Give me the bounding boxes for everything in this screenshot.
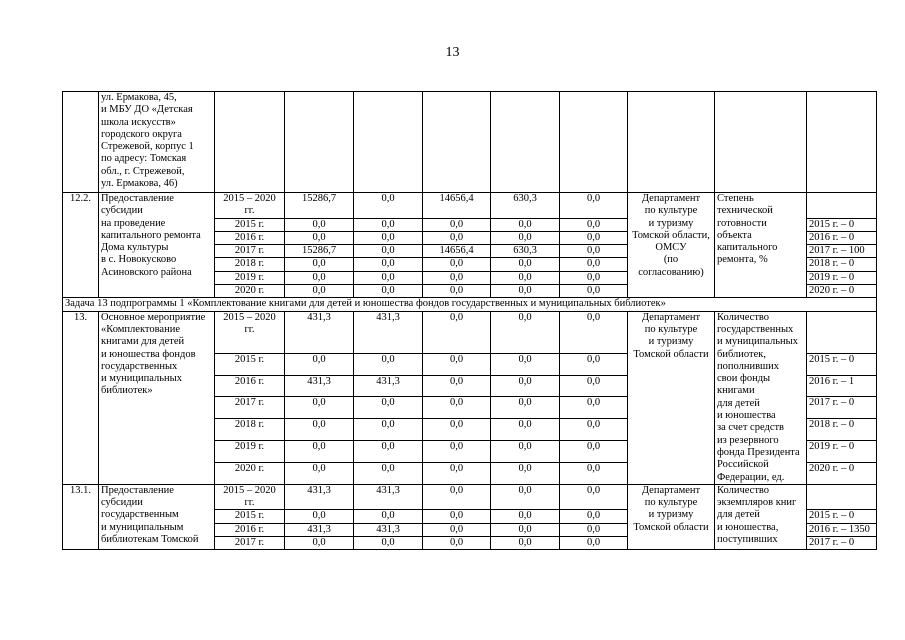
other-cell: 0,0 xyxy=(560,397,628,419)
federal-cell: 0,0 xyxy=(354,245,423,258)
row-number-cell: 13.1. xyxy=(63,484,99,549)
cell-line: капитального ремонта xyxy=(101,229,201,241)
indicator-cell xyxy=(715,193,807,298)
total-cell: 0,0 xyxy=(285,353,354,375)
cell-line: и МБУ ДО «Детская xyxy=(101,104,193,116)
local-cell: 0,0 xyxy=(491,419,560,441)
local-cell: 0,0 xyxy=(491,271,560,284)
period-cell: 2016 г. xyxy=(215,231,285,244)
period-cell: 2017 г. xyxy=(215,245,285,258)
other-cell: 0,0 xyxy=(560,271,628,284)
federal-cell: 0,0 xyxy=(354,258,423,271)
cell-line: из резервного xyxy=(717,434,779,446)
cell-line: государственных xyxy=(717,323,794,335)
description-cell xyxy=(99,92,215,193)
federal-cell: 0,0 xyxy=(354,353,423,375)
local-cell: 0,0 xyxy=(491,523,560,536)
total-cell: 431,3 xyxy=(285,375,354,397)
target-value-cell: 2020 г. – 0 xyxy=(807,285,877,298)
local-cell: 0,0 xyxy=(491,218,560,231)
target-value-cell: 2017 г. – 100 xyxy=(807,245,877,258)
total-cell: 0,0 xyxy=(285,441,354,463)
empty-cell xyxy=(354,92,423,193)
period-cell: 2019 г. xyxy=(215,271,285,284)
row-number-cell xyxy=(63,92,99,193)
total-cell: 0,0 xyxy=(285,419,354,441)
regional-cell: 0,0 xyxy=(423,462,491,484)
cell-line: по культуре xyxy=(644,497,698,509)
target-value-cell: 2018 г. – 0 xyxy=(807,258,877,271)
target-value-cell: 2016 г. – 0 xyxy=(807,231,877,244)
cell-line: и туризму xyxy=(648,217,694,229)
other-cell: 0,0 xyxy=(560,285,628,298)
period-cell: 2017 г. xyxy=(215,537,285,550)
regional-cell: 0,0 xyxy=(423,218,491,231)
federal-cell: 0,0 xyxy=(354,510,423,523)
target-value-cell xyxy=(807,193,877,219)
target-value-cell: 2018 г. – 0 xyxy=(807,419,877,441)
cell-line: Предоставление xyxy=(101,193,174,204)
cell-line: Российской xyxy=(717,459,769,471)
period-cell: 2020 г. xyxy=(215,462,285,484)
regional-cell: 0,0 xyxy=(423,523,491,536)
empty-cell xyxy=(628,92,715,193)
federal-cell: 431,3 xyxy=(354,311,423,353)
indicator-cell xyxy=(715,484,807,549)
regional-cell: 0,0 xyxy=(423,375,491,397)
cell-line: Департамент xyxy=(641,311,701,323)
other-cell: 0,0 xyxy=(560,462,628,484)
cell-line: свои фонды xyxy=(717,373,771,385)
regional-cell: 0,0 xyxy=(423,311,491,353)
regional-cell: 0,0 xyxy=(423,285,491,298)
period-cell: 2019 г. xyxy=(215,441,285,463)
total-cell: 0,0 xyxy=(285,510,354,523)
task-title: Задача 13 подпрограммы 1 «Комплектование книгами для детей и юношества фондов государственных и муниципальных библиотек» xyxy=(63,298,877,311)
cell-line: для детей xyxy=(717,397,760,409)
period-cell: 2018 г. xyxy=(215,258,285,271)
total-cell: 0,0 xyxy=(285,258,354,271)
cell-line: капитального xyxy=(717,242,778,254)
description-cell xyxy=(99,484,215,549)
cell-line: по адресу: Томская xyxy=(101,153,187,165)
cell-line: и муниципальных xyxy=(101,373,182,385)
target-value-cell: 2015 г. – 0 xyxy=(807,510,877,523)
total-cell: 0,0 xyxy=(285,271,354,284)
total-cell: 0,0 xyxy=(285,231,354,244)
target-value-cell xyxy=(807,311,877,353)
empty-cell xyxy=(715,92,807,193)
period-cell: 2016 г. xyxy=(215,523,285,536)
cell-line: городского округа xyxy=(101,128,182,140)
period-cell: 2018 г. xyxy=(215,419,285,441)
local-cell: 0,0 xyxy=(491,537,560,550)
other-cell: 0,0 xyxy=(560,245,628,258)
target-value-cell: 2016 г. – 1350 xyxy=(807,523,877,536)
federal-cell: 0,0 xyxy=(354,397,423,419)
period-cell: 2020 г. xyxy=(215,285,285,298)
target-value-cell: 2017 г. – 0 xyxy=(807,397,877,419)
local-cell: 0,0 xyxy=(491,510,560,523)
cell-line: готовности xyxy=(717,217,767,229)
cell-line: на проведение xyxy=(101,217,166,229)
table-row xyxy=(63,92,877,193)
page-number: 13 xyxy=(445,45,460,60)
cell-line: Томской области, xyxy=(632,229,710,241)
empty-cell xyxy=(807,92,877,193)
local-cell: 0,0 xyxy=(491,231,560,244)
cell-line: библиотек» xyxy=(101,385,153,397)
other-cell: 0,0 xyxy=(560,375,628,397)
target-value-cell: 2015 г. – 0 xyxy=(807,353,877,375)
description-cell xyxy=(99,311,215,484)
target-value-cell: 2015 г. – 0 xyxy=(807,218,877,231)
other-cell: 0,0 xyxy=(560,419,628,441)
executor-cell xyxy=(628,193,715,298)
cell-line: пополнивших xyxy=(717,360,779,372)
cell-line: «Комплектование xyxy=(101,323,180,335)
federal-cell: 431,3 xyxy=(354,484,423,510)
federal-cell: 0,0 xyxy=(354,193,423,219)
cell-line: и юношества, xyxy=(717,521,779,533)
target-value-cell: 2020 г. – 0 xyxy=(807,462,877,484)
cell-line: по культуре xyxy=(644,323,698,335)
cell-line: книгами для детей xyxy=(101,336,185,348)
other-cell: 0,0 xyxy=(560,311,628,353)
total-cell: 431,3 xyxy=(285,311,354,353)
local-cell: 630,3 xyxy=(491,245,560,258)
period-cell: 2015 г. xyxy=(215,353,285,375)
regional-cell: 0,0 xyxy=(423,419,491,441)
total-cell: 15286,7 xyxy=(285,245,354,258)
regional-cell: 0,0 xyxy=(423,510,491,523)
federal-cell: 0,0 xyxy=(354,218,423,231)
cell-line: государственным xyxy=(101,509,179,521)
period-cell: 2015 – 2020 гг. xyxy=(215,311,285,353)
other-cell: 0,0 xyxy=(560,510,628,523)
federal-cell: 0,0 xyxy=(354,231,423,244)
cell-line: и юношества фондов xyxy=(101,348,196,360)
cell-line: Степень xyxy=(717,193,754,204)
federal-cell: 0,0 xyxy=(354,419,423,441)
executor-cell xyxy=(628,484,715,549)
federal-cell: 0,0 xyxy=(354,441,423,463)
other-cell: 0,0 xyxy=(560,441,628,463)
total-cell: 15286,7 xyxy=(285,193,354,219)
empty-cell xyxy=(215,92,285,193)
regional-cell: 0,0 xyxy=(423,441,491,463)
cell-line: Стрежевой, корпус 1 xyxy=(101,141,194,153)
cell-line: за счет средств xyxy=(717,422,785,434)
regional-cell: 0,0 xyxy=(423,231,491,244)
regional-cell: 0,0 xyxy=(423,271,491,284)
cell-line: ремонта, % xyxy=(717,254,768,266)
regional-cell: 14656,4 xyxy=(423,193,491,219)
cell-line: Количество xyxy=(717,311,770,323)
empty-cell xyxy=(560,92,628,193)
cell-line: и туризму xyxy=(648,336,694,348)
empty-cell xyxy=(491,92,560,193)
empty-cell xyxy=(423,92,491,193)
other-cell: 0,0 xyxy=(560,193,628,219)
period-cell: 2015 – 2020 гг. xyxy=(215,484,285,510)
period-cell: 2016 г. xyxy=(215,375,285,397)
period-cell: 2015 г. xyxy=(215,218,285,231)
local-cell: 0,0 xyxy=(491,311,560,353)
cell-line: и юношества xyxy=(717,410,776,422)
local-cell: 0,0 xyxy=(491,375,560,397)
regional-cell: 14656,4 xyxy=(423,245,491,258)
federal-cell: 0,0 xyxy=(354,271,423,284)
regional-cell: 0,0 xyxy=(423,258,491,271)
target-value-cell: 2019 г. – 0 xyxy=(807,271,877,284)
cell-line: и туризму xyxy=(648,509,694,521)
cell-line: школа искусств» xyxy=(101,116,176,128)
table-row xyxy=(63,311,877,353)
other-cell: 0,0 xyxy=(560,523,628,536)
total-cell: 0,0 xyxy=(285,462,354,484)
cell-line: по культуре xyxy=(644,205,698,217)
cell-line: Томской области xyxy=(633,521,709,533)
regional-cell: 0,0 xyxy=(423,397,491,419)
cell-line: Предоставление xyxy=(101,484,174,496)
cell-line: (по xyxy=(663,254,679,266)
cell-line: субсидии xyxy=(101,205,143,217)
local-cell: 0,0 xyxy=(491,353,560,375)
cell-line: и муниципальных xyxy=(717,336,798,348)
cell-line: Дома культуры xyxy=(101,242,169,254)
other-cell: 0,0 xyxy=(560,231,628,244)
local-cell: 0,0 xyxy=(491,462,560,484)
regional-cell: 0,0 xyxy=(423,537,491,550)
period-cell: 2017 г. xyxy=(215,397,285,419)
other-cell: 0,0 xyxy=(560,484,628,510)
indicator-cell xyxy=(715,311,807,484)
cell-line: ул. Ермакова, 46) xyxy=(101,178,178,190)
cell-line: технической xyxy=(717,205,773,217)
program-table xyxy=(62,91,877,550)
other-cell: 0,0 xyxy=(560,353,628,375)
local-cell: 0,0 xyxy=(491,484,560,510)
federal-cell: 0,0 xyxy=(354,285,423,298)
other-cell: 0,0 xyxy=(560,537,628,550)
cell-line: субсидии xyxy=(101,497,143,509)
total-cell: 0,0 xyxy=(285,537,354,550)
cell-line: экземпляров книг xyxy=(717,497,797,509)
federal-cell: 431,3 xyxy=(354,375,423,397)
row-number-cell: 12.2. xyxy=(63,193,99,298)
period-cell: 2015 – 2020 гг. xyxy=(215,193,285,219)
cell-line: Основное мероприятие xyxy=(101,311,206,323)
local-cell: 630,3 xyxy=(491,193,560,219)
period-cell: 2015 г. xyxy=(215,510,285,523)
total-cell: 431,3 xyxy=(285,484,354,510)
local-cell: 0,0 xyxy=(491,258,560,271)
cell-line: Федерации, ед. xyxy=(717,471,785,483)
table-row xyxy=(63,193,877,219)
cell-line: книгами xyxy=(717,385,755,397)
cell-line: объекта xyxy=(717,229,752,241)
cell-line: государственных xyxy=(101,360,178,372)
total-cell: 431,3 xyxy=(285,523,354,536)
cell-line: в с. Новокусково xyxy=(101,254,177,266)
regional-cell: 0,0 xyxy=(423,484,491,510)
target-value-cell: 2017 г. – 0 xyxy=(807,537,877,550)
cell-line: ОМСУ xyxy=(655,242,687,254)
description-cell xyxy=(99,193,215,298)
cell-line: обл., г. Стрежевой, xyxy=(101,165,185,177)
local-cell: 0,0 xyxy=(491,285,560,298)
total-cell: 0,0 xyxy=(285,397,354,419)
local-cell: 0,0 xyxy=(491,397,560,419)
row-number-cell: 13. xyxy=(63,311,99,484)
federal-cell: 0,0 xyxy=(354,462,423,484)
target-value-cell: 2016 г. – 1 xyxy=(807,375,877,397)
cell-line: Количество xyxy=(717,484,770,496)
task-row xyxy=(63,298,877,311)
total-cell: 0,0 xyxy=(285,285,354,298)
table-row xyxy=(63,484,877,510)
cell-line: фонда Президента xyxy=(717,446,800,458)
other-cell: 0,0 xyxy=(560,218,628,231)
regional-cell: 0,0 xyxy=(423,353,491,375)
target-value-cell: 2019 г. – 0 xyxy=(807,441,877,463)
federal-cell: 0,0 xyxy=(354,537,423,550)
cell-line: для детей xyxy=(717,509,760,521)
total-cell: 0,0 xyxy=(285,218,354,231)
other-cell: 0,0 xyxy=(560,258,628,271)
cell-line: ул. Ермакова, 45, xyxy=(101,92,177,103)
target-value-cell xyxy=(807,484,877,510)
cell-line: согласованию) xyxy=(638,266,704,278)
cell-line: Томской области xyxy=(633,348,709,360)
cell-line: библиотекам Томской xyxy=(101,534,199,546)
cell-line: Асиновского района xyxy=(101,266,192,278)
cell-line: библиотек, xyxy=(717,348,766,360)
empty-cell xyxy=(285,92,354,193)
cell-line: Департамент xyxy=(641,193,701,204)
cell-line: и муниципальным xyxy=(101,521,184,533)
cell-line: Департамент xyxy=(641,484,701,496)
executor-cell xyxy=(628,311,715,484)
local-cell: 0,0 xyxy=(491,441,560,463)
cell-line: поступивших xyxy=(717,534,778,546)
federal-cell: 431,3 xyxy=(354,523,423,536)
